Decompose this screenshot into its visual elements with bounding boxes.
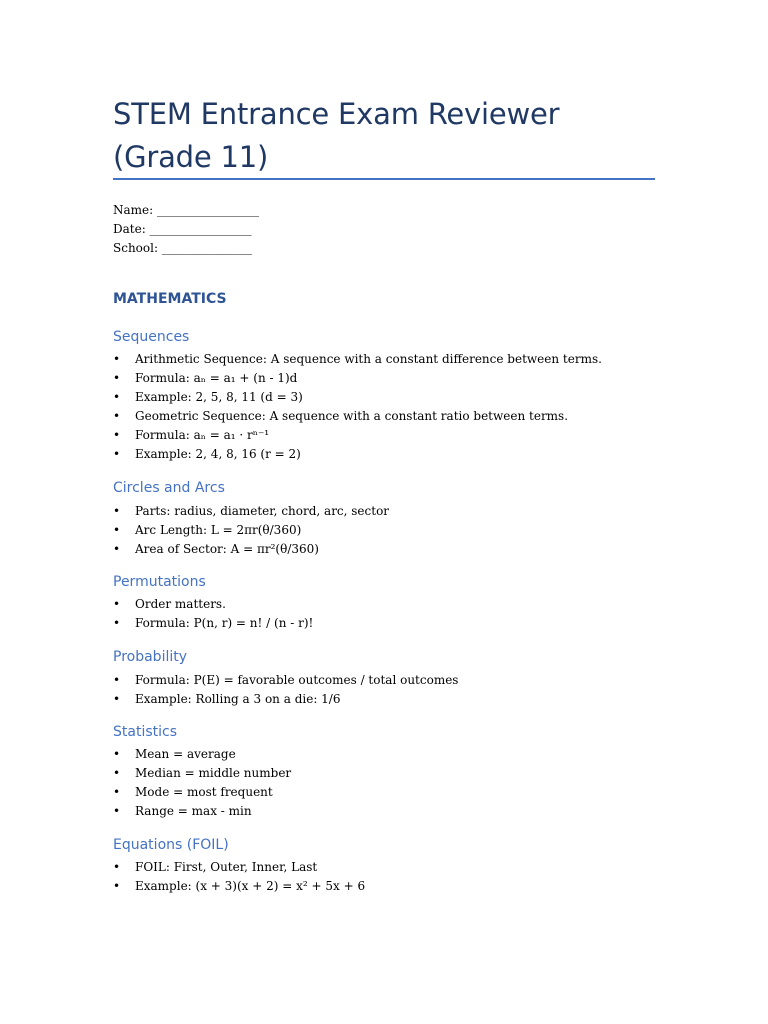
- name-field: Name: _________________: [113, 203, 259, 217]
- list-item: • Arc Length: L = 2πr(θ/360): [113, 521, 658, 540]
- list-item: • Formula: P(E) = favorable outcomes / total outcomes: [113, 671, 658, 690]
- topic-heading-statistics: Statistics: [113, 724, 177, 740]
- bullet-icon: •: [113, 673, 121, 687]
- list-item: • Formula: aₙ = a₁ + (n - 1)d: [113, 369, 658, 388]
- list-item: • Mean = average: [113, 745, 658, 764]
- topic-list-circles-and-arcs: [113, 502, 658, 559]
- bullet-icon: •: [113, 504, 121, 518]
- bullet-icon: •: [113, 804, 121, 818]
- list-item: • Order matters.: [113, 595, 658, 614]
- list-item: • Median = middle number: [113, 764, 658, 783]
- list-item: • Example: 2, 5, 8, 11 (d = 3): [113, 388, 658, 407]
- list-item: • Parts: radius, diameter, chord, arc, sector: [113, 502, 658, 521]
- list-item: • Range = max - min: [113, 802, 658, 821]
- topic-list-sequences: [113, 350, 658, 464]
- topic-list-probability: [113, 671, 658, 709]
- bullet-icon: •: [113, 747, 121, 761]
- list-item: • FOIL: First, Outer, Inner, Last: [113, 858, 658, 877]
- list-item: • Example: (x + 3)(x + 2) = x² + 5x + 6: [113, 877, 658, 896]
- bullet-icon: •: [113, 409, 121, 423]
- school-field: School: _______________: [113, 241, 252, 255]
- title-underline: [113, 178, 655, 180]
- bullet-icon: •: [113, 616, 121, 630]
- list-item: • Geometric Sequence: A sequence with a constant ratio between terms.: [113, 407, 658, 426]
- list-item: • Example: Rolling a 3 on a die: 1/6: [113, 690, 658, 709]
- bullet-icon: •: [113, 371, 121, 385]
- list-item: • Example: 2, 4, 8, 16 (r = 2): [113, 445, 658, 464]
- bullet-icon: •: [113, 879, 121, 893]
- bullet-icon: •: [113, 860, 121, 874]
- topic-heading-sequences: Sequences: [113, 329, 190, 345]
- topic-heading-probability: Probability: [113, 649, 188, 665]
- list-item: • Mode = most frequent: [113, 783, 658, 802]
- bullet-icon: •: [113, 766, 121, 780]
- list-item: • Formula: aₙ = a₁ · rⁿ⁻¹: [113, 426, 658, 445]
- bullet-icon: •: [113, 352, 121, 366]
- document-title: STEM Entrance Exam Reviewer (Grade 11): [113, 97, 560, 174]
- bullet-icon: •: [113, 523, 121, 537]
- bullet-icon: •: [113, 597, 121, 611]
- topic-list-statistics: [113, 745, 658, 821]
- topic-heading-permutations: Permutations: [113, 574, 206, 590]
- date-field: Date: _________________: [113, 222, 252, 236]
- section-heading-mathematics: MATHEMATICS: [113, 291, 227, 307]
- bullet-icon: •: [113, 692, 121, 706]
- bullet-icon: •: [113, 390, 121, 404]
- student-info-fields: [113, 201, 259, 258]
- list-item: • Arithmetic Sequence: A sequence with a constant difference between terms.: [113, 350, 658, 369]
- topic-heading-circles-and-arcs: Circles and Arcs: [113, 480, 225, 496]
- bullet-icon: •: [113, 447, 121, 461]
- list-item: • Area of Sector: A = πr²(θ/360): [113, 540, 658, 559]
- bullet-icon: •: [113, 785, 121, 799]
- bullet-icon: •: [113, 428, 121, 442]
- topic-list-permutations: [113, 595, 658, 633]
- list-item: • Formula: P(n, r) = n! / (n - r)!: [113, 614, 658, 633]
- topic-heading-equations-foil: Equations (FOIL): [113, 837, 229, 853]
- topic-list-equations-foil: [113, 858, 658, 896]
- bullet-icon: •: [113, 542, 121, 556]
